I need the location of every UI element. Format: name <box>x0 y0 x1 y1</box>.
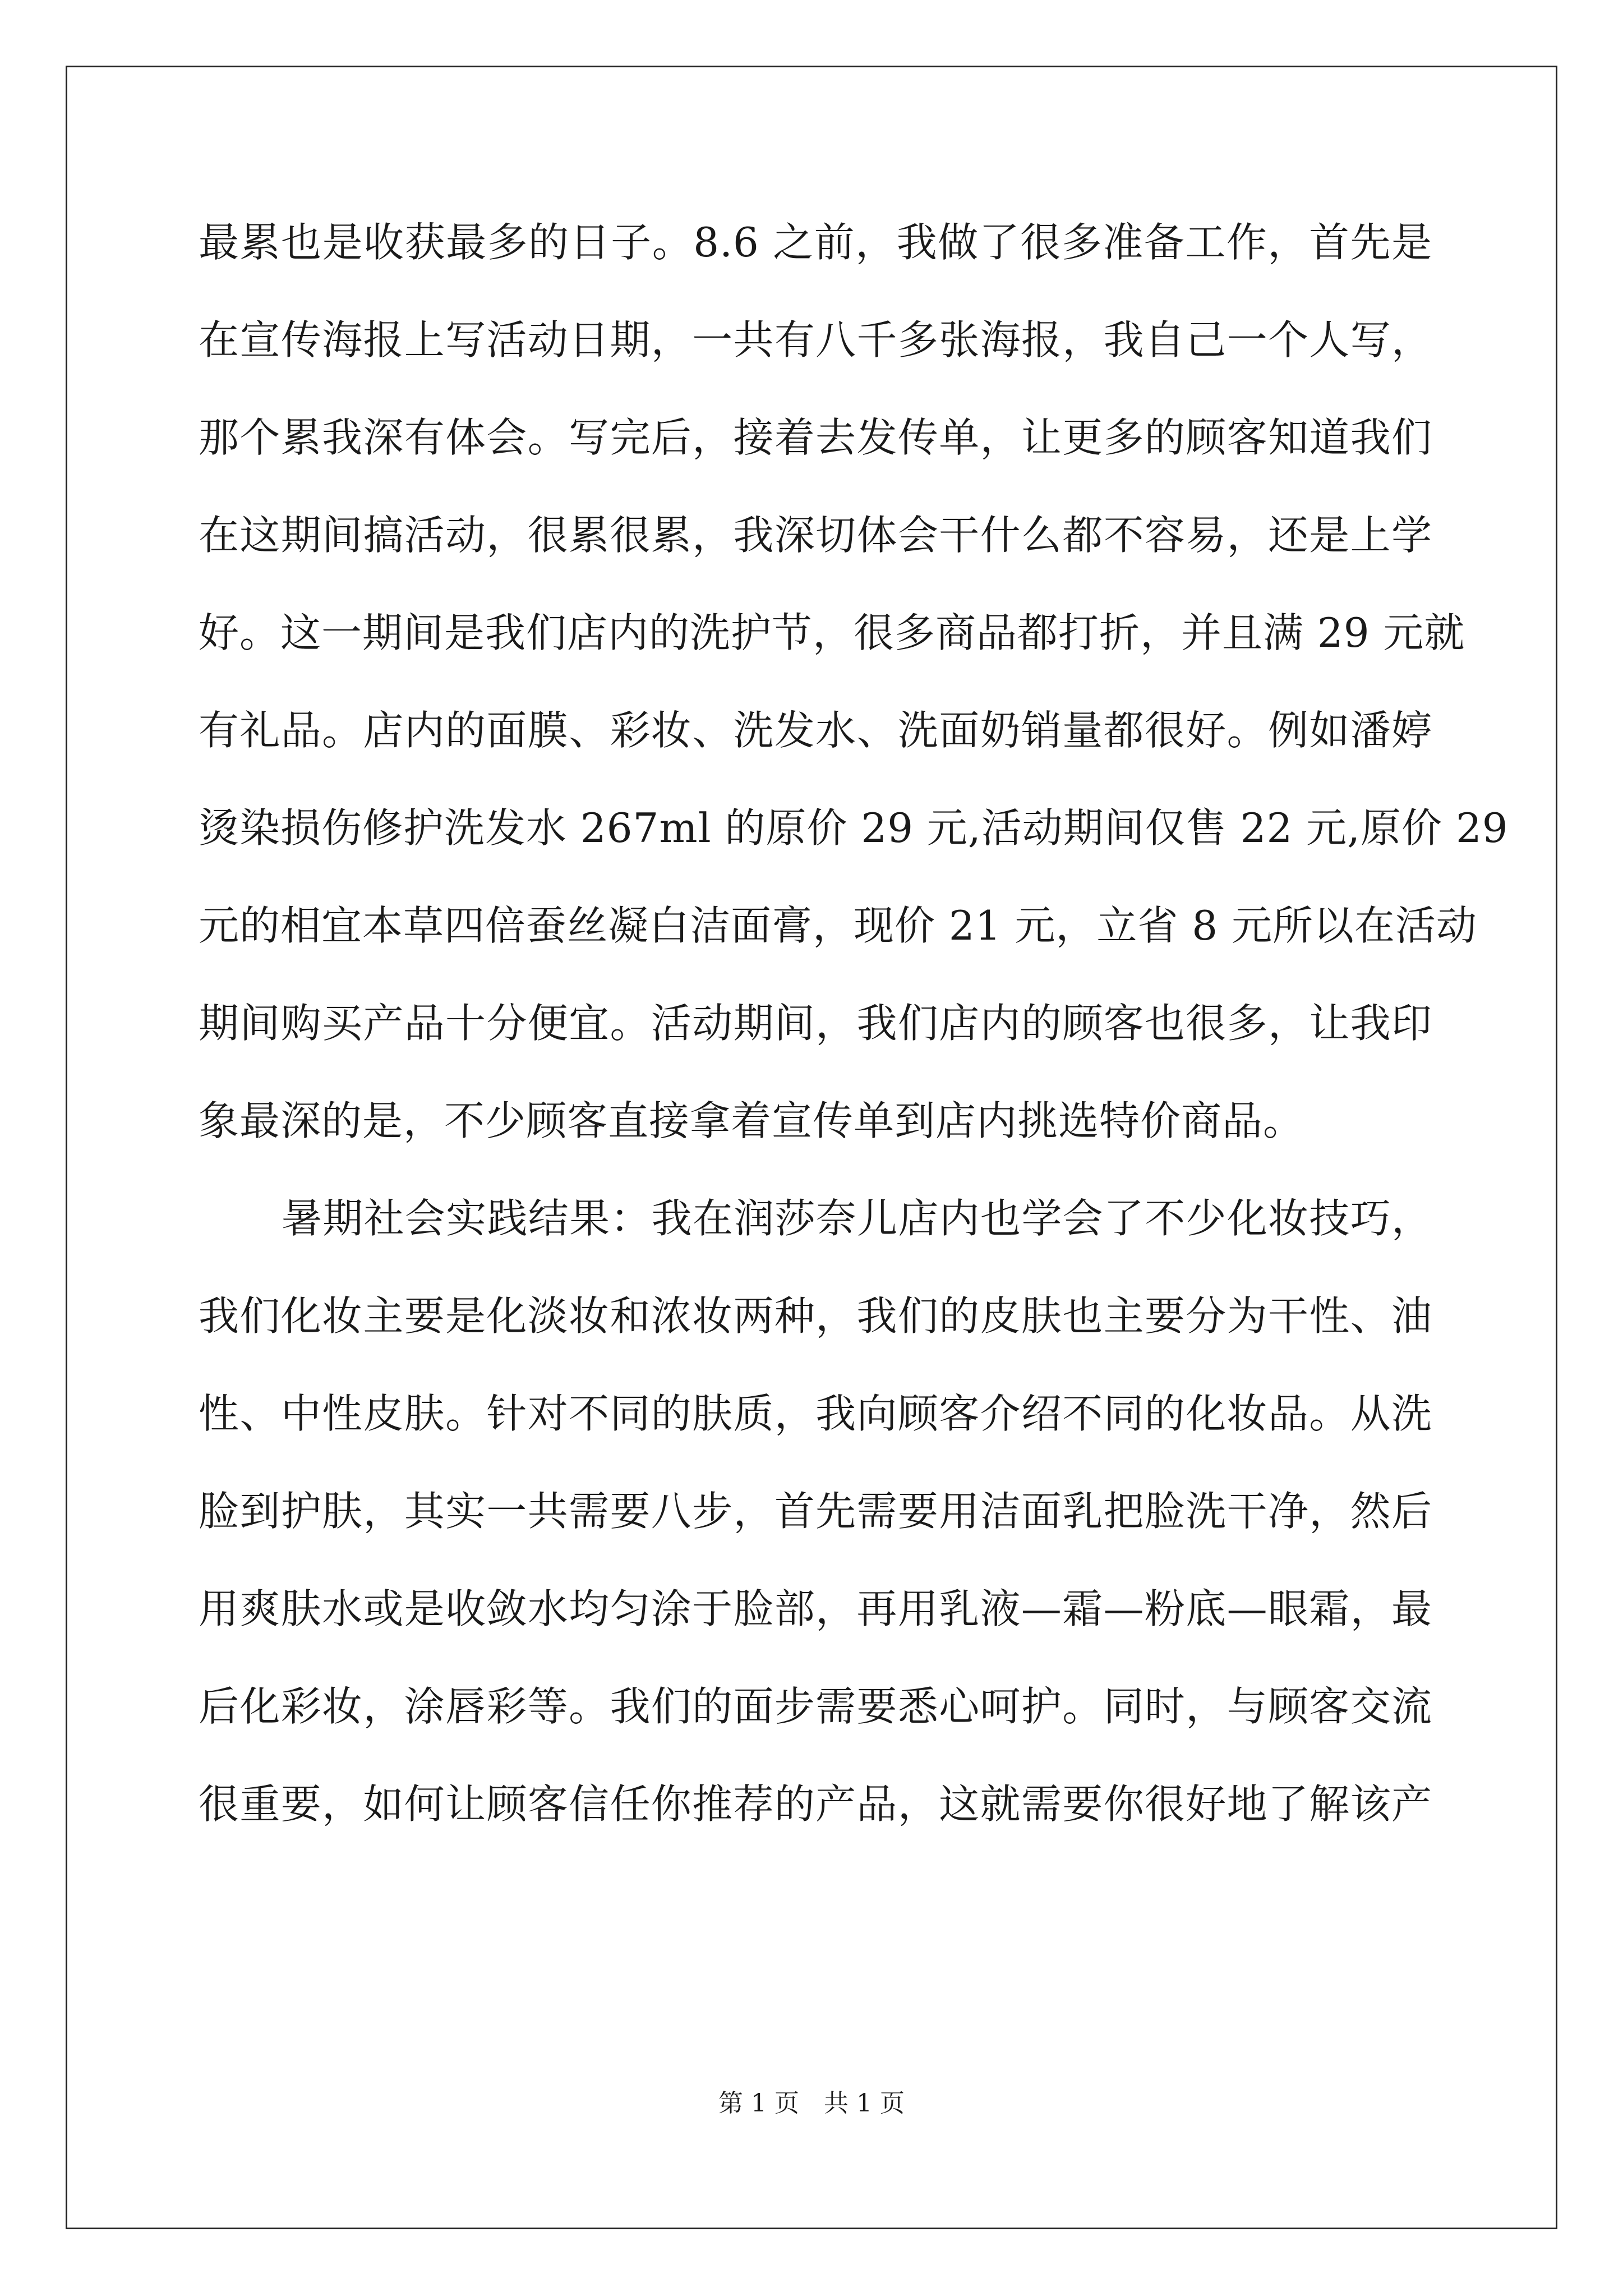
text-line: 象最深的是，不少顾客直接拿着宣传单到店内挑选特价商品。 <box>199 1097 1304 1144</box>
text-line: 烫染损伤修护洗发水 267ml 的原价 29 元,活动期间仅售 22 元,原价 29 <box>199 804 1509 852</box>
text-line: 最累也是收获最多的日子。8.6 之前，我做了很多准备工作，首先是 <box>199 219 1432 266</box>
page-number-total: 共 1 页 <box>824 2089 905 2118</box>
paragraph-first-line: 暑期社会实践结果：我在润莎奈儿店内也学会了不少化妆技巧， <box>282 1195 1432 1242</box>
text-line: 有礼品。店内的面膜、彩妆、洗发水、洗面奶销量都很好。例如潘婷 <box>199 707 1432 754</box>
text-line: 用爽肤水或是收敛水均匀涂于脸部，再用乳液—霜—粉底—眼霜，最 <box>199 1585 1432 1632</box>
text-line: 那个累我深有体会。写完后，接着去发传单，让更多的顾客知道我们 <box>199 414 1432 461</box>
text-line: 很重要，如何让顾客信任你推荐的产品，这就需要你很好地了解该产 <box>199 1780 1432 1828</box>
text-line: 在这期间搞活动，很累很累，我深切体会干什么都不容易，还是上学 <box>199 512 1432 559</box>
text-line: 我们化妆主要是化淡妆和浓妆两种，我们的皮肤也主要分为干性、油 <box>199 1292 1432 1340</box>
text-line: 在宣传海报上写活动日期，一共有八千多张海报，我自己一个人写， <box>199 316 1432 364</box>
text-line: 脸到护肤，其实一共需要八步，首先需要用洁面乳把脸洗干净，然后 <box>199 1488 1432 1535</box>
text-line: 性、中性皮肤。针对不同的肤质，我向顾客介绍不同的化妆品。从洗 <box>199 1390 1432 1437</box>
page-number-current: 第 1 页 <box>718 2089 799 2118</box>
page-footer <box>0 2087 1623 2120</box>
text-line: 期间购买产品十分便宜。活动期间，我们店内的顾客也很多，让我印 <box>199 1000 1432 1047</box>
document-body <box>199 194 1509 1853</box>
text-line: 后化彩妆，涂唇彩等。我们的面步需要悉心呵护。同时，与顾客交流 <box>199 1683 1432 1730</box>
text-line: 元的相宜本草四倍蚕丝凝白洁面膏，现价 21 元，立省 8 元所以在活动 <box>199 902 1477 949</box>
text-line: 好。这一期间是我们店内的洗护节，很多商品都打折，并且满 29 元就 <box>199 609 1465 656</box>
